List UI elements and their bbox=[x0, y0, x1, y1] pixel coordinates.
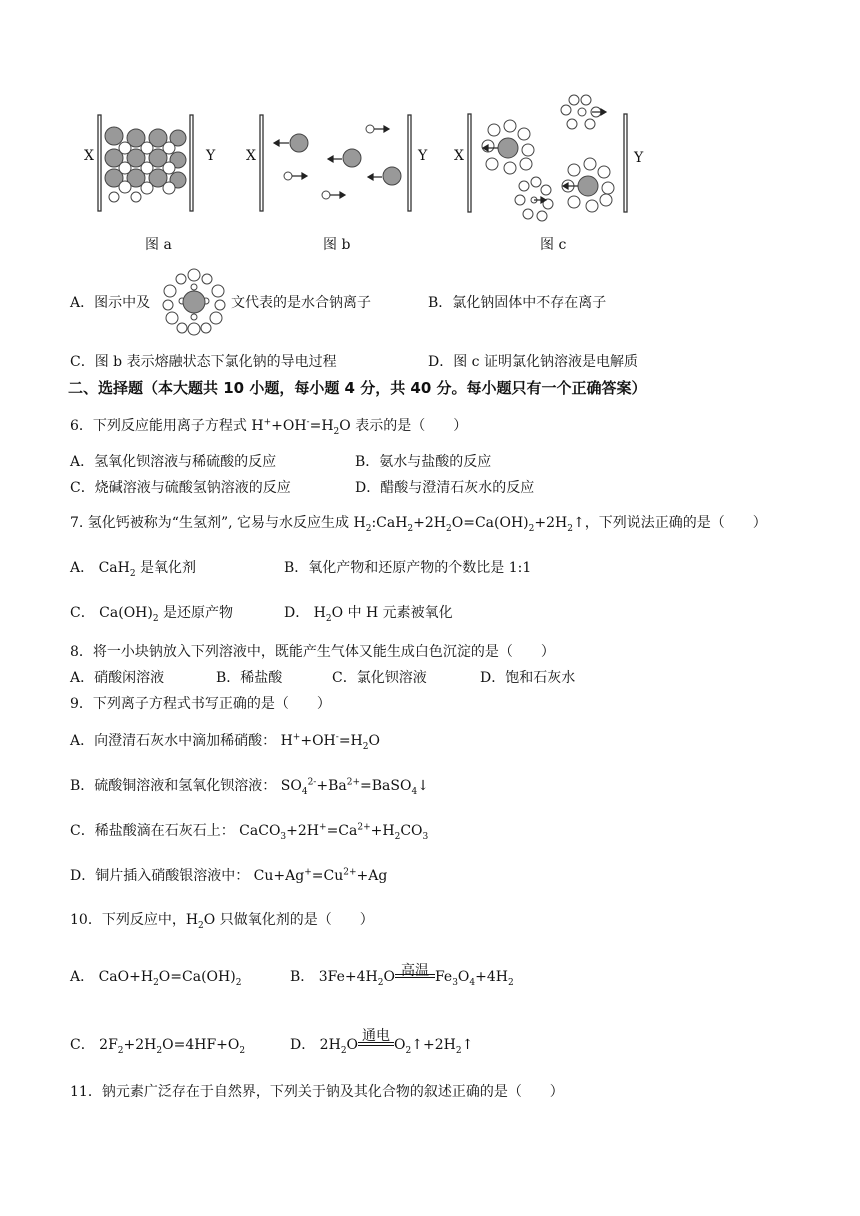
q10-option-b-label: B． bbox=[290, 969, 315, 985]
q5-option-a-prefix: A．图示中 bbox=[70, 295, 137, 311]
q10-option-a: A． $CaO+H_2O=Ca(OH)_2$ bbox=[70, 969, 242, 988]
figure-b-diagram bbox=[246, 98, 436, 218]
q10-option-b-condition: 高温 bbox=[400, 963, 429, 979]
q7-option-a: A． CaH$_2$ 是氧化剂 bbox=[70, 560, 197, 579]
q9-option-d-label: D．铜片插入硝酸银溶液中： bbox=[70, 868, 250, 884]
q7-option-a-text: 是氧化剂 bbox=[140, 560, 197, 576]
figure-c-diagram bbox=[454, 92, 654, 222]
section-heading: 二、选择题（本大题共 10 小题，每小题 4 分，共 40 分。每小题只有一个正确答案） bbox=[68, 379, 647, 397]
q10-option-b: B． $3Fe+4H_2O$ 高温 $Fe_3O_4+4H_2$ bbox=[290, 966, 514, 988]
q6-option-b: B．氨水与盐酸的反应 bbox=[355, 454, 492, 470]
figure-c-x-label: X bbox=[454, 148, 464, 164]
figure-b-x-label: X bbox=[246, 148, 256, 164]
figure-a-x-label: X bbox=[84, 148, 94, 164]
q7-stem-pre: 7. 氢化钙被称为“生氢剂”, 它易与水反应生成 bbox=[70, 515, 354, 531]
q10-option-a-label: A． bbox=[70, 969, 95, 985]
q10-stem-post: 只做氧化剂的是（ ） bbox=[215, 912, 374, 928]
figure-a bbox=[84, 98, 224, 218]
figure-b-y-label: Y bbox=[418, 148, 428, 164]
q5-option-c: C．图 b 表示熔融状态下氯化钠的导电过程 bbox=[70, 354, 337, 370]
figure-b-caption: 图 b bbox=[323, 237, 351, 253]
q5-option-b: B．氯化钠固体中不存在离子 bbox=[428, 295, 607, 311]
q9-option-a-label: A．向澄清石灰水中滴加稀硝酸： bbox=[70, 733, 277, 749]
q9-stem: 9．下列离子方程式书写正确的是（ ） bbox=[70, 696, 331, 712]
q7-option-d-text: 中 H 元素被氧化 bbox=[347, 605, 453, 621]
figure-c-y-label: Y bbox=[634, 150, 644, 166]
q7-option-c-label: C． bbox=[70, 605, 95, 621]
q7-option-a-label: A． bbox=[70, 560, 95, 576]
q11-stem: 11．钠元素广泛存在于自然界，下列关于钠及其化合物的叙述正确的是（ ） bbox=[70, 1084, 564, 1100]
q9-option-c: C．稀盐酸滴在石灰石上： $CaCO_3+2H^+=Ca^{2+}+H_2CO_3$ bbox=[70, 822, 429, 842]
q7-option-d: D． $H_2O$ 中 H 元素被氧化 bbox=[284, 605, 453, 624]
q7-stem bbox=[70, 512, 767, 534]
q9-option-b-label: B．硫酸铜溶液和氢氧化钡溶液： bbox=[70, 778, 277, 794]
q9-option-a: A．向澄清石灰水中滴加稀硝酸： $H^++OH^-=H_2O$ bbox=[70, 732, 380, 752]
q8-option-c: C．氯化钡溶液 bbox=[332, 670, 427, 686]
q7-equation: $H_2:CaH_2+2H_2O=Ca(OH)_2+2H_2↑$ bbox=[353, 515, 585, 534]
q10-stem-pre: 10．下列反应中， bbox=[70, 912, 186, 928]
q5-option-a-mid: 及 bbox=[136, 295, 151, 311]
q5-option-d: D．图 c 证明氯化钠溶液是电解质 bbox=[428, 354, 638, 370]
q9-option-b: B．硫酸铜溶液和氢氧化钡溶液： $SO_4^{2-}+Ba^{2+}=BaSO_4↓$ bbox=[70, 777, 429, 797]
q6-equation: $H^++OH^-=H_2O$ bbox=[251, 417, 351, 437]
q6-stem-post: 表示的是（ ） bbox=[350, 418, 468, 434]
q6-stem bbox=[70, 415, 467, 437]
q10-option-d-condition: 通电 bbox=[362, 1028, 391, 1044]
figure-a-caption: 图 a bbox=[145, 237, 172, 253]
q8-option-b: B．稀盐酸 bbox=[216, 670, 283, 686]
figure-a-y-label: Y bbox=[206, 148, 216, 164]
q7-option-b: B．氧化产物和还原产物的个数比是 1:1 bbox=[284, 560, 532, 576]
q9-option-c-label: C．稀盐酸滴在石灰石上： bbox=[70, 823, 235, 839]
figure-b bbox=[246, 98, 436, 218]
q6-option-a: A．氢氧化钡溶液与稀硫酸的反应 bbox=[70, 454, 277, 470]
q7-option-c: C． $Ca(OH)_2$ 是还原产物 bbox=[70, 605, 234, 624]
q10-option-d-label: D． bbox=[290, 1037, 316, 1053]
q7-option-d-label: D． bbox=[284, 605, 310, 621]
q8-option-a: A．硝酸闲溶液 bbox=[70, 670, 165, 686]
q10-stem: 10．下列反应中，$H_2O$ 只做氧化剂的是（ ） bbox=[70, 912, 374, 931]
figure-c-caption: 图 c bbox=[540, 237, 567, 253]
q5-option-a-suffix: 文代表的是水合钠离子 bbox=[231, 295, 371, 311]
q9-option-d: D．铜片插入硝酸银溶液中： $Cu+Ag^+=Cu^{2+}+Ag$ bbox=[70, 867, 388, 884]
q10-option-c: C． $2F_2+2H_2O=4HF+O_2$ bbox=[70, 1037, 246, 1056]
q7-option-c-text: 是还原产物 bbox=[163, 605, 234, 621]
q5-option-a bbox=[70, 292, 150, 312]
q6-option-c: C．烧碱溶液与硫酸氢钠溶液的反应 bbox=[70, 480, 291, 496]
q7-stem-post: ，下列说法正确的是（ ） bbox=[584, 515, 767, 531]
figure-c bbox=[454, 92, 654, 222]
q6-option-d: D．醋酸与澄清石灰水的反应 bbox=[355, 480, 535, 496]
q6-stem-pre: 6．下列反应能用离子方程式 bbox=[70, 418, 252, 434]
q8-option-d: D．饱和石灰水 bbox=[480, 670, 576, 686]
q10-option-c-label: C． bbox=[70, 1037, 95, 1053]
q10-option-d: D． $2H_2O$ 通电 $O_2↑+2H_2↑$ bbox=[290, 1034, 473, 1056]
hydrated-sodium-ion-icon bbox=[158, 265, 230, 337]
q8-stem: 8．将一小块钠放入下列溶液中，既能产生气体又能生成白色沉淀的是（ ） bbox=[70, 644, 555, 660]
figure-a-diagram bbox=[84, 98, 224, 218]
